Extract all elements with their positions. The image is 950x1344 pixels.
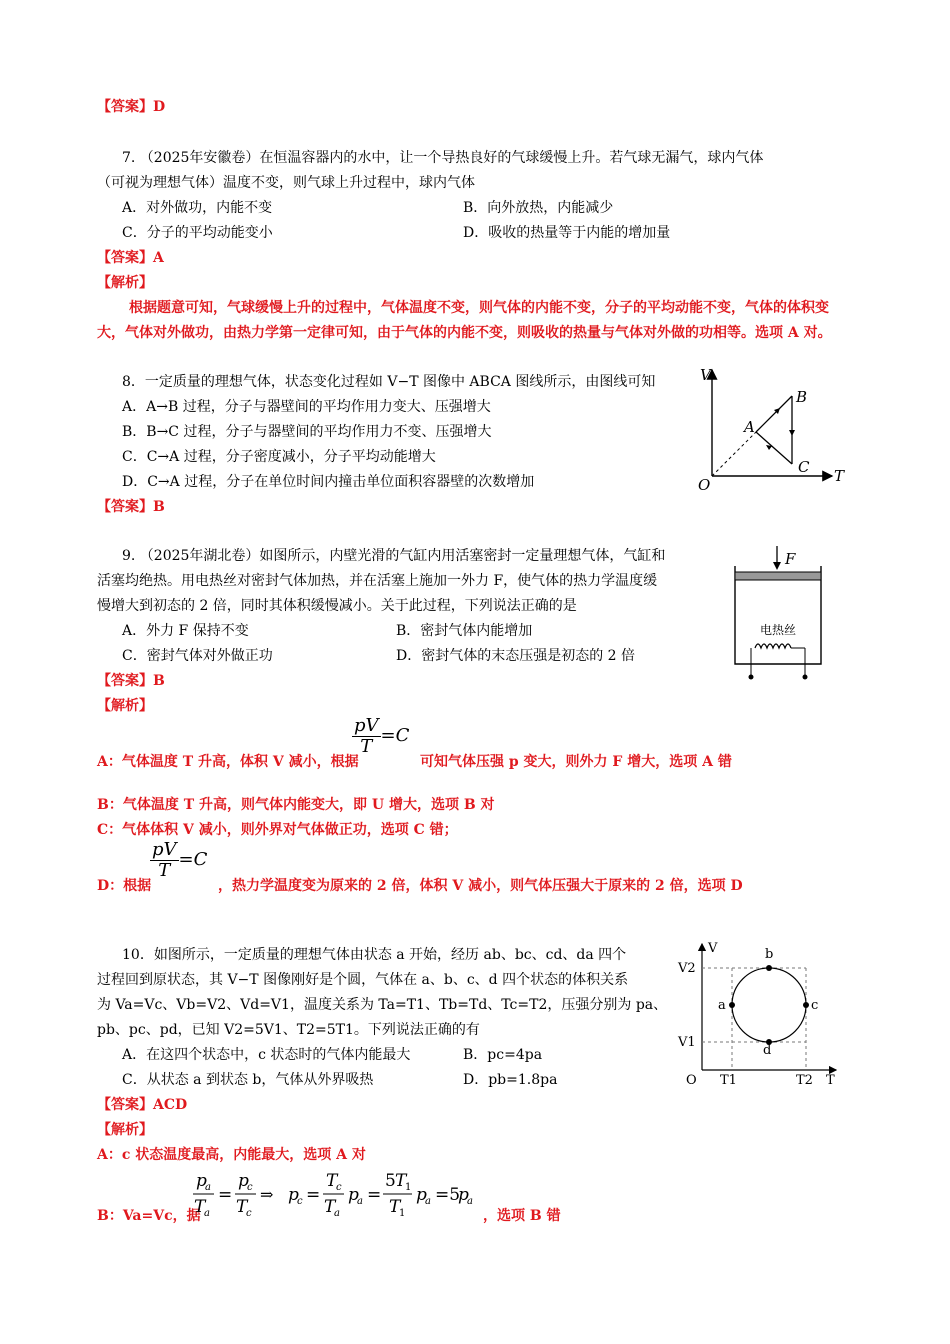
q9-option-a: A．外力 F 保持不变 xyxy=(122,623,249,639)
q9-frac-num-a: pV xyxy=(354,715,379,736)
q8-option-d: D．C→A 过程，分子在单位时间内撞击单位面积容器壁的次数增加 xyxy=(122,474,535,490)
q10-label-b: b xyxy=(765,947,774,962)
q9-terminal-right xyxy=(803,675,808,680)
q7-stem-line2: （可视为理想气体）温度不变，则气球上升过程中，球内气体 xyxy=(97,175,475,191)
q9-answer: 【答案】B xyxy=(97,673,165,689)
q8-label-v: V xyxy=(700,366,711,384)
q8-option-c: C．C→A 过程，分子密度减小，分子平均动能增大 xyxy=(122,449,436,465)
q10-option-a: A．在这四个状态中，c 状态时的气体内能最大 xyxy=(122,1047,411,1063)
q8-arrow-bc xyxy=(789,430,795,436)
q9-option-b: B．密封气体内能增加 xyxy=(396,623,533,639)
q10-label-c: c xyxy=(811,998,819,1013)
q9-stem-line3: 慢增大到初态的 2 倍，同时其体积缓慢减小。关于此过程，下列说法正确的是 xyxy=(97,598,577,614)
q10-analysis-label: 【解析】 xyxy=(97,1122,153,1138)
svg-text:T: T xyxy=(324,1197,336,1217)
q8-label-b: B xyxy=(796,388,808,406)
q10-label-d: d xyxy=(763,1043,772,1058)
q9-stem-line2: 活塞均绝热。用电热丝对密封气体加热，并在活塞上施加一外力 F，使气体的热力学温度缓 xyxy=(97,573,658,589)
svg-text:a: a xyxy=(425,1196,431,1207)
q9-analysis-label: 【解析】 xyxy=(97,698,153,714)
q10-label-a: a xyxy=(718,998,726,1013)
q10-analysis-b-post: ，选项 B 错 xyxy=(483,1208,561,1224)
q9-option-c: C．密封气体对外做正功 xyxy=(122,648,273,664)
q9-frac-den-d: T xyxy=(158,860,171,881)
svg-text:=: = xyxy=(218,1185,233,1205)
q10-label-t: T xyxy=(826,1073,835,1088)
svg-text:T: T xyxy=(236,1197,248,1217)
q9-frac-eq-d: =C xyxy=(178,849,208,870)
q7-option-a: A．对外做功，内能不变 xyxy=(122,200,273,216)
svg-text:T: T xyxy=(326,1171,338,1191)
q10-option-b: B．pc=4pa xyxy=(463,1047,543,1063)
q9-analysis-d-post: ，热力学温度变为原来的 2 倍，体积 V 减小，则气体压强大于原来的 2 倍，选项 D xyxy=(218,878,743,894)
svg-text:c: c xyxy=(247,1182,253,1193)
q8-option-a: A．A→B 过程，分子与器壁间的平均作用力变大、压强增大 xyxy=(122,399,491,415)
q8-answer: 【答案】B xyxy=(97,499,165,515)
q9-frac-eq-a: =C xyxy=(380,725,410,746)
svg-text:p: p xyxy=(196,1171,207,1191)
svg-text:=: = xyxy=(367,1185,382,1205)
q10-label-v: V xyxy=(708,941,718,956)
q10-stem-line3: 为 Va=Vc、Vb=V2、Vd=V1，温度关系为 Ta=T1、Tb=Td、Tc=T2，压强分别为 pa、 xyxy=(97,997,668,1013)
svg-text:a: a xyxy=(334,1208,340,1219)
svg-text:T: T xyxy=(395,1171,407,1191)
q10-point-c xyxy=(803,1002,809,1008)
q9-piston xyxy=(735,572,821,580)
svg-text:p: p xyxy=(238,1171,249,1191)
q9-analysis-b: B：气体温度 T 升高，则气体内能变大，即 U 增大，选项 B 对 xyxy=(97,797,495,813)
svg-text:⇒: ⇒ xyxy=(260,1185,274,1204)
q8-line-ca xyxy=(756,432,792,464)
svg-text:a: a xyxy=(357,1196,363,1207)
q8-option-b: B．B→C 过程，分子与器壁间的平均作用力不变、压强增大 xyxy=(122,424,492,440)
q7-stem-line1: 7. （2025年安徽卷）在恒温容器内的水中，让一个导热良好的气球缓慢上升。若气球无漏气，球内气体 xyxy=(122,150,764,166)
svg-text:5: 5 xyxy=(385,1171,396,1191)
q9-cylinder-figure xyxy=(725,544,835,684)
q9-analysis-a-pre: A：气体温度 T 升高，体积 V 减小，根据 xyxy=(97,754,359,770)
q9-analysis-a-post: 可知气体压强 p 变大，则外力 F 增大，选项 A 错 xyxy=(420,754,732,770)
q9-formula-a xyxy=(352,716,409,757)
q9-analysis-c: C：气体体积 V 减小，则外界对气体做正功，选项 C 错； xyxy=(97,822,458,838)
svg-text:=5: =5 xyxy=(435,1185,461,1205)
svg-text:T: T xyxy=(194,1197,206,1217)
q7-option-b: B．向外放热，内能减少 xyxy=(463,200,614,216)
q9-frac-den-a: T xyxy=(360,736,373,757)
svg-text:a: a xyxy=(204,1208,210,1219)
svg-text:c: c xyxy=(246,1208,252,1219)
q9-frac-num-d: pV xyxy=(152,839,177,860)
q10-option-d: D．pb=1.8pa xyxy=(463,1072,558,1088)
q10-point-a xyxy=(729,1002,735,1008)
q9-label-f: F xyxy=(785,550,796,568)
svg-text:p: p xyxy=(416,1185,427,1205)
svg-text:p: p xyxy=(458,1185,469,1205)
svg-text:=: = xyxy=(306,1185,321,1205)
q10-stem-line2: 过程回到原状态，其 V−T 图像刚好是个圆，气体在 a、b、c、d 四个状态的体积关系 xyxy=(97,972,629,988)
q7-option-c: C．分子的平均动能变小 xyxy=(122,225,273,241)
q10-analysis-b-pre: B：Va=Vc，据 xyxy=(97,1208,201,1224)
q7-analysis-line2: 大，气体对外做功，由热力学第一定律可知，由于气体的内能不变，则吸收的热量与气体对外做的功相等。选项 A 对。 xyxy=(97,325,832,341)
q9-stem-line1: 9. （2025年湖北卷）如图所示，内壁光滑的气缸内用活塞密封一定量理想气体，气缸和 xyxy=(122,548,666,564)
q8-vt-graph xyxy=(690,362,850,494)
q10-label-o: O xyxy=(686,1073,697,1088)
q8-label-a: A xyxy=(744,418,755,436)
q7-answer: 【答案】A xyxy=(97,250,164,266)
q10-label-t2: T2 xyxy=(796,1073,813,1088)
q7-analysis-line1: 根据题意可知，气球缓慢上升的过程中，气体温度不变，则气体的内能不变，分子的平均动能不变，气体的体积变 xyxy=(129,300,829,316)
svg-text:1: 1 xyxy=(405,1182,412,1193)
q10-circle xyxy=(732,968,806,1042)
q8-stem: 8．一定质量的理想气体，状态变化过程如 V−T 图像中 ABCA 图线所示，由图线可知 xyxy=(122,374,656,390)
svg-text:c: c xyxy=(297,1196,303,1207)
q10-answer: 【答案】ACD xyxy=(97,1097,188,1113)
q9-label-heater: 电热丝 xyxy=(760,623,797,637)
q8-label-c: C xyxy=(798,458,810,476)
q10-stem-line1: 10．如图所示，一定质量的理想气体由状态 a 开始，经历 ab、bc、cd、da 四个 xyxy=(122,947,627,963)
svg-text:c: c xyxy=(336,1182,342,1193)
q10-formula xyxy=(190,1164,490,1222)
q9-terminal-left xyxy=(749,675,754,680)
q7-option-d: D．吸收的热量等于内能的增加量 xyxy=(463,225,671,241)
q9-cylinder-wall xyxy=(735,566,821,664)
svg-text:a: a xyxy=(205,1182,211,1193)
q9-force-arrowhead xyxy=(773,562,781,570)
svg-text:p: p xyxy=(348,1185,359,1205)
svg-text:p: p xyxy=(288,1185,299,1205)
prev-answer: 【答案】D xyxy=(97,99,166,115)
svg-text:a: a xyxy=(467,1196,473,1207)
q10-analysis-a: A：c 状态温度最高，内能最大，选项 A 对 xyxy=(97,1147,366,1163)
q8-label-t: T xyxy=(834,467,845,485)
q10-label-v1: V1 xyxy=(678,1035,696,1050)
q10-vt-graph xyxy=(676,936,846,1090)
q10-option-c: C．从状态 a 到状态 b，气体从外界吸热 xyxy=(122,1072,374,1088)
q10-stem-line4: pb、pc、pd，已知 V2=5V1、T2=5T1。下列说法正确的有 xyxy=(97,1022,480,1038)
q7-analysis-label: 【解析】 xyxy=(97,275,153,291)
q10-point-b xyxy=(766,965,772,971)
q9-analysis-d-pre: D：根据 xyxy=(97,878,152,894)
q10-label-t1: T1 xyxy=(720,1073,737,1088)
q9-option-d: D．密封气体的末态压强是初态的 2 倍 xyxy=(396,648,636,664)
q9-formula-d xyxy=(150,840,207,881)
q8-dashed-line xyxy=(712,432,756,476)
svg-text:T: T xyxy=(389,1197,401,1217)
q8-label-o: O xyxy=(698,476,711,494)
svg-text:1: 1 xyxy=(399,1208,406,1219)
q9-heater-coil xyxy=(755,644,791,648)
q10-label-v2: V2 xyxy=(678,961,696,976)
q8-line-ab xyxy=(756,396,792,432)
